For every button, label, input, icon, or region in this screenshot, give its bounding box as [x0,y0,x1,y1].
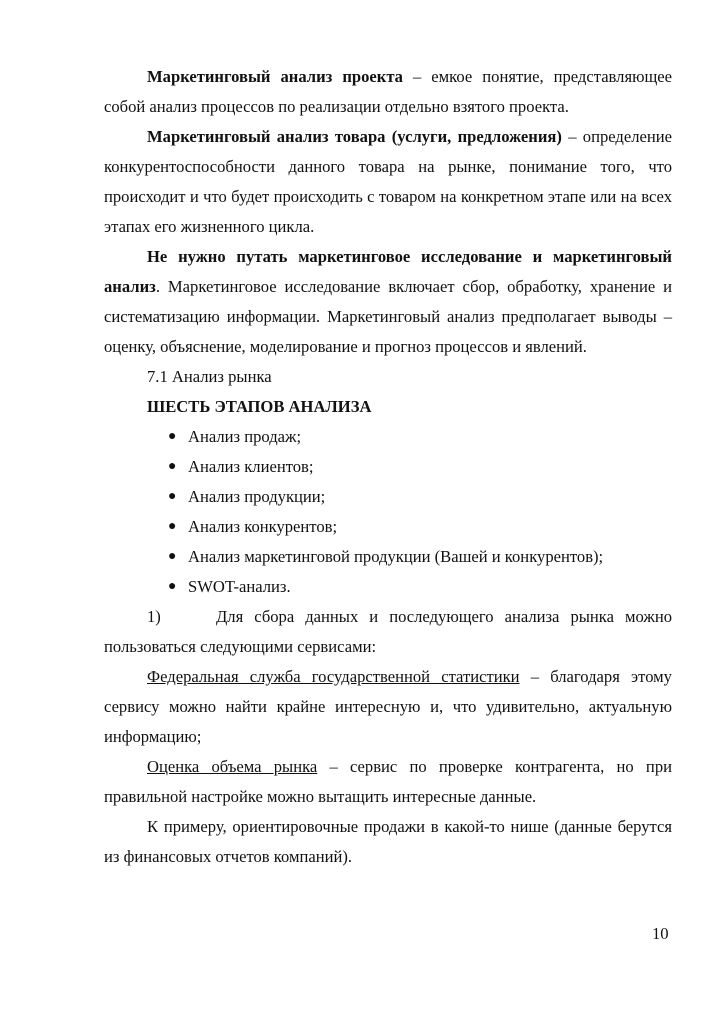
list-item [104,482,672,512]
term-product-analysis: Маркетинговый анализ товара (услуги, предложения) [147,127,562,146]
term-research-vs-analysis: Не нужно путать маркетинговое исследование и маркетинговый анализ [104,247,672,296]
paragraph-service-rosstat [104,662,672,752]
bullet-icon: ● [168,429,177,444]
definition-product-analysis: – определение конкурентоспособности данного товара на рынке, понимание того, что происходит и что будет происходить с товаром на конкретном этапе или на всех этапах его жизненного цикла. [104,127,673,236]
list-item-text: Анализ продукции; [188,487,326,506]
service-market-volume-description: – сервис по проверке контрагента, но при правильной настройке можно вытащить интересные данные. [104,757,672,806]
bullet-icon: ● [168,549,177,564]
paragraph-project-analysis [104,62,672,122]
bullet-icon: ● [168,519,177,534]
section-heading: 7.1 Анализ рынка [147,367,272,386]
step-number: 1) [147,607,161,626]
service-rosstat-link[interactable]: Федеральная служба государственной статистики [147,667,520,686]
page-number: 10 [652,924,669,943]
paragraph-example: К примеру, ориентировочные продажи в какой-то нише (данные берутся из финансовых отчетов компаний). [104,817,672,866]
list-item [104,452,672,482]
bullet-icon: ● [168,489,177,504]
paragraph-product-analysis [104,122,672,242]
list-item [104,542,672,572]
step-text: Для сбора данных и последующего анализа рынка можно пользоваться следующими сервисами: [104,607,672,656]
stages-heading-text: ШЕСТЬ ЭТАПОВ АНАЛИЗА [147,397,372,416]
bullet-icon: ● [168,579,177,594]
list-item-text: Анализ клиентов; [188,457,314,476]
bullet-icon: ● [168,459,177,474]
list-item [104,572,672,602]
term-project-analysis: Маркетинговый анализ проекта [147,67,403,86]
list-item [104,422,672,452]
list-item-text: Анализ продаж; [188,427,302,446]
stages-list [104,422,672,602]
paragraph-service-market-volume [104,752,672,812]
paragraph-research-vs-analysis [104,242,672,362]
paragraph-step-1 [104,602,672,662]
definition-project-analysis: – емкое понятие, представляющее собой анализ процессов по реализации отдельно взятого проекта. [104,67,672,116]
document-page [104,62,672,872]
list-item-text: Анализ маркетинговой продукции (Вашей и конкурентов); [188,547,604,566]
definition-research-vs-analysis: . Маркетинговое исследование включает сбор, обработку, хранение и систематизацию информации. Маркетинговый анализ предполагает выводы – оценку, объяснение, моделирование и прогноз процессов и явлений. [104,277,672,356]
list-item [104,512,672,542]
list-item-text: SWOT-анализ. [188,577,291,596]
service-market-volume-link[interactable]: Оценка объема рынка [147,757,318,776]
service-rosstat-description: – благодаря этому сервису можно найти крайне интересную и, что удивительно, актуальную информацию; [104,667,672,746]
stages-heading [104,392,672,422]
list-item-text: Анализ конкурентов; [188,517,338,536]
